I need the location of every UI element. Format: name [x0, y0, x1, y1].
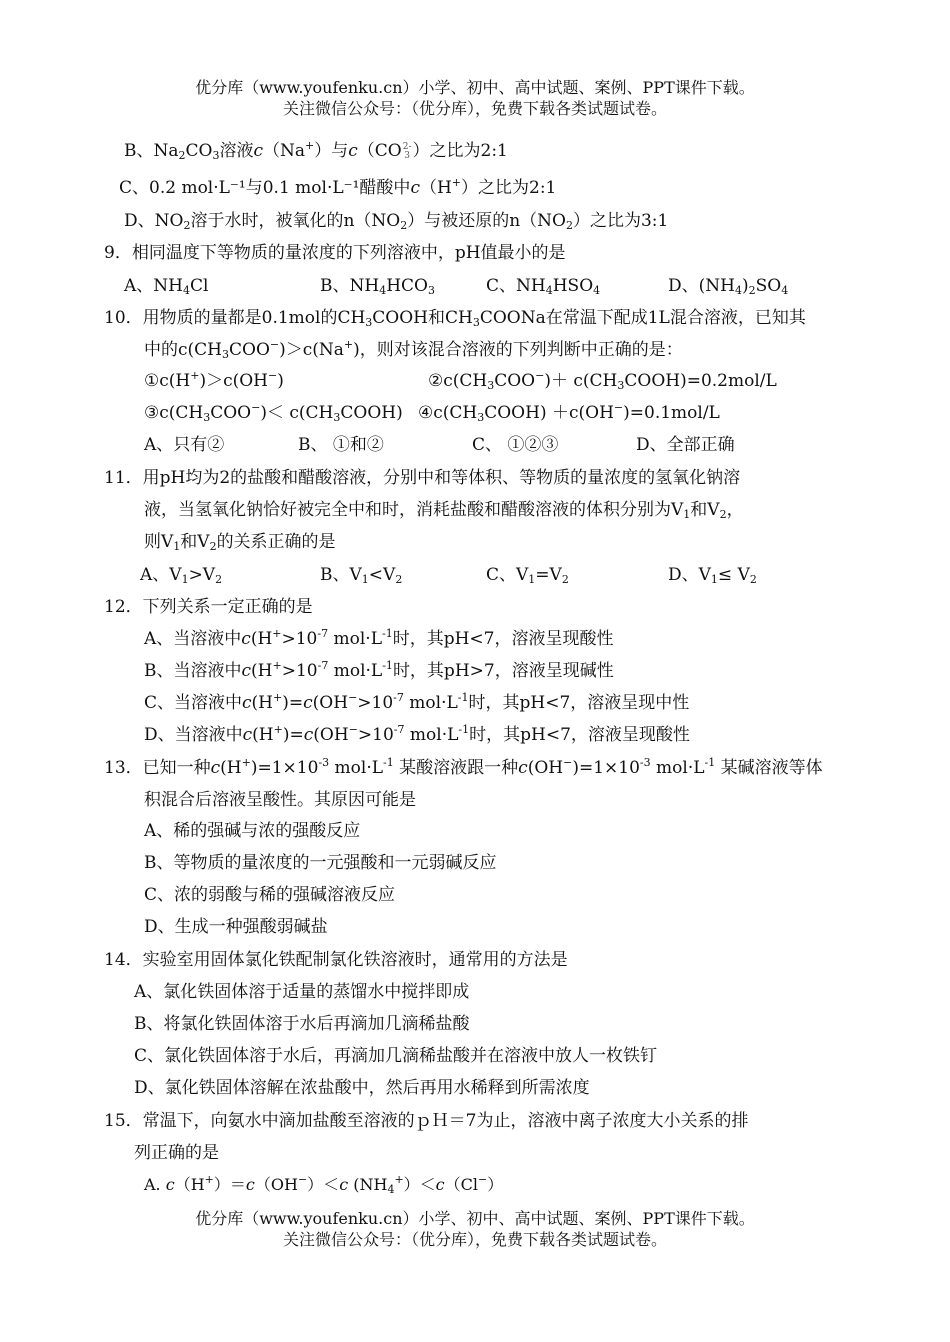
- q15-stem-line-2: 列正确的是: [134, 1143, 219, 1163]
- q14-option-b: B、将氯化铁固体溶于水后再滴加几滴稀盐酸: [134, 1014, 470, 1034]
- q10-option-a: A、只有②: [144, 435, 225, 455]
- q13-stem-line-1: 13．已知一种$c(H^+)=1\times 10^{-3}$ $mol\cdot L^{-1}$ 某酸溶液跟一种$c(OH^-)=1\times 10^{-3}$ $mol\cdot L^{-1}$ 某碱溶液等体: [104, 756, 823, 778]
- q8-option-d: D、$NO_2$溶于水时，被氧化的$n(NO_2)$与被还原的$n(NO_2)$之比为3:1: [124, 211, 669, 232]
- q11-stem-line-2: 液，当氢氧化钠恰好被完全中和时，消耗盐酸和醋酸溶液的体积分别为$V_1$和$V_2$，: [144, 500, 744, 521]
- q10-option-c: C、 ①②③: [472, 435, 559, 455]
- q10-statement-1: ①c(H+)＞c(OH−): [144, 369, 284, 391]
- q13-option-c: C、浓的弱酸与稀的强碱溶液反应: [144, 885, 396, 905]
- q10-stem-line-2: 中的$c(CH_3COO^-)>c(Na^+)$，则对该混合溶液的下列判断中正确的是：: [144, 338, 683, 361]
- q12-stem: 12．下列关系一定正确的是: [104, 597, 313, 617]
- q9-option-b: B、$NH_4HCO_3$: [320, 276, 435, 297]
- q11-stem-line-3: 则$V_1$和$V_2$的关系正确的是: [144, 532, 336, 553]
- q13-stem-line-2: 积混合后溶液呈酸性。其原因可能是: [144, 790, 416, 810]
- q9-option-a: A、$NH_4Cl$: [124, 276, 209, 297]
- q10-statement-2: $②c(CH_3COO^-)+$ $c(CH_3COOH)=0.2mol/L$: [428, 369, 777, 392]
- q12-option-b: B、当溶液中$c(H^+>10^{-7}$ $mol\cdot L^{-1}$时，其pH>7，溶液呈现碱性: [144, 659, 614, 681]
- q10-option-b: B、 ①和②: [298, 435, 384, 455]
- co3-charge: 2- 3: [402, 141, 412, 161]
- q14-option-d: D、氯化铁固体溶解在浓盐酸中，然后再用水稀释到所需浓度: [134, 1078, 590, 1098]
- q13-option-d: D、生成一种强酸弱碱盐: [144, 917, 328, 937]
- q8-option-b: B、$Na_2CO_3$溶液c（Na+）与c（CO 2- 3 ）之比为2:1: [124, 139, 508, 162]
- q9-stem: 9．相同温度下等物质的量浓度的下列溶液中，pH值最小的是: [104, 243, 566, 263]
- footer-line-1: 优分库（www.youfenku.cn）小学、初中、高中试题、案例、PPT课件下载。: [195, 1209, 755, 1228]
- q11-option-d: D、$V_1\le V_2$: [668, 565, 757, 586]
- q11-stem-line-1: 11．用pH均为2的盐酸和醋酸溶液，分别中和等体积、等物质的量浓度的氢氧化钠溶: [104, 468, 741, 488]
- q14-option-c: C、氯化铁固体溶于水后，再滴加几滴稀盐酸并在溶液中放人一枚铁钉: [134, 1046, 658, 1066]
- q9-option-d: D、$(NH_4)_2SO_4$: [668, 276, 789, 297]
- q14-stem: 14．实验室用固体氯化铁配制氯化铁溶液时，通常用的方法是: [104, 950, 568, 970]
- q14-option-a: A、氯化铁固体溶于适量的蒸馏水中搅拌即成: [134, 982, 470, 1002]
- footer-line-2: 关注微信公众号：（优分库），免费下载各类试题试卷。: [282, 1230, 667, 1249]
- q12-option-c: C、当溶液中$c(H^+)=c(OH^->10^{-7}$ $mol\cdot L^{-1}$时，其pH<7，溶液呈现中性: [144, 691, 690, 713]
- header-line-2: 关注微信公众号：（优分库），免费下载各类试题试卷。: [282, 99, 667, 118]
- q13-option-b: B、等物质的量浓度的一元强酸和一元弱碱反应: [144, 853, 497, 873]
- q11-option-c: C、$V_1=V_2$: [486, 565, 569, 586]
- q10-statement-4: $④c(CH_3COOH) +c(OH^-)=0.1mol/L$: [418, 401, 720, 424]
- q10-statement-3: $③c(CH_3COO^-)<$ $c(CH_3COOH)$: [144, 401, 403, 424]
- q12-option-d: D、当溶液中$c(H^+)=c(OH^->10^{-7}$ $mol\cdot L^{-1}$时，其pH<7，溶液呈现酸性: [144, 723, 690, 745]
- q11-option-a: A、$V_1>V_2$: [140, 565, 223, 586]
- q15-option-a: A. c（H+）＝c（OH−）＜c $(NH_4^+)<c(Cl^-)$: [144, 1173, 504, 1196]
- q9-option-c: C、$NH_4HSO_4$: [486, 276, 601, 297]
- q15-stem-line-1: 15．常温下，向氨水中滴加盐酸至溶液的ｐＨ＝7为止，溶液中离子浓度大小关系的排: [104, 1111, 749, 1131]
- q8-option-c: C、0.2 mol·L⁻¹与0.1 mol·L⁻¹醋酸中c（H+）之比为2:1: [119, 176, 557, 198]
- q10-option-d: D、全部正确: [636, 435, 735, 455]
- q13-option-a: A、稀的强碱与浓的强酸反应: [144, 821, 361, 841]
- q11-option-b: B、$V_1<V_2$: [320, 565, 403, 586]
- header-line-1: 优分库（www.youfenku.cn）小学、初中、高中试题、案例、PPT课件下载。: [195, 78, 755, 97]
- q10-stem-line-1: 10．用物质的量都是0.1mol的$CH_3COOH$和$CH_3COONa$在常温下配成1L混合溶液，已知其: [104, 308, 806, 329]
- q12-option-a: A、当溶液中$c(H^+>10^{-7}$ $mol\cdot L^{-1}$时，其pH<7，溶液呈现酸性: [144, 627, 614, 649]
